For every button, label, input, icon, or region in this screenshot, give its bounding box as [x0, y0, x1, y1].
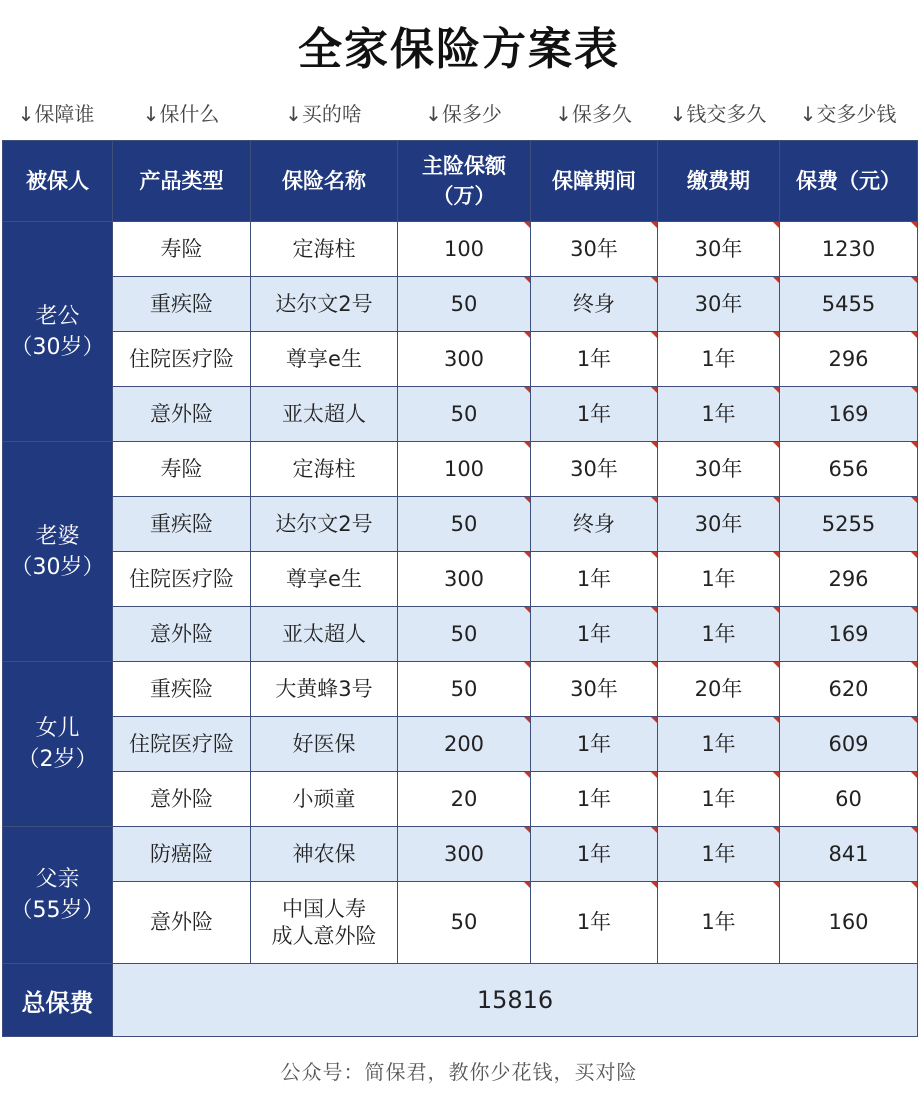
payment-period-cell: [658, 277, 780, 332]
payment-period-text: 1年: [701, 786, 736, 811]
premium-cell: [780, 827, 918, 882]
comment-marker-icon: [911, 387, 917, 393]
coverage-period-text: 1年: [576, 566, 612, 591]
coverage-period-text: 终身: [573, 511, 615, 536]
product-name-text: 神农保: [292, 841, 356, 866]
sum-insured-cell: [398, 442, 531, 497]
coverage-period-text: 30年: [570, 676, 618, 701]
sum-insured-text: 200: [443, 731, 485, 756]
product-type-cell: [113, 552, 251, 607]
product-name-text: 中国人寿 成人意外险: [271, 896, 377, 948]
comment-marker-icon: [651, 882, 657, 888]
premium-cell: [780, 552, 918, 607]
comment-marker-icon: [651, 607, 657, 613]
product-type-text: 重疾险: [150, 291, 213, 316]
premium-cell: [780, 717, 918, 772]
premium-text: 5255: [821, 511, 876, 536]
header-row: [3, 141, 918, 222]
payment-period-cell: [658, 442, 780, 497]
product-name-cell: [251, 222, 398, 277]
coverage-period-text: 30年: [570, 456, 618, 481]
coverage-period-text: 1年: [576, 841, 612, 866]
comment-marker-icon: [524, 717, 530, 723]
comment-marker-icon: [651, 552, 657, 558]
sum-insured-cell: [398, 387, 531, 442]
coverage-period-cell: [531, 717, 658, 772]
header-insured: 被保人: [3, 141, 113, 222]
table-row: [3, 277, 918, 332]
premium-text: 169: [828, 401, 869, 426]
sum-insured-cell: [398, 882, 531, 964]
comment-marker-icon: [651, 387, 657, 393]
product-name-cell: [251, 332, 398, 387]
premium-cell: [780, 882, 918, 964]
comment-marker-icon: [773, 552, 779, 558]
sum-insured-text: 50: [450, 401, 478, 426]
comment-marker-icon: [911, 827, 917, 833]
product-name-text: 尊享e生: [286, 566, 362, 591]
comment-marker-icon: [524, 387, 530, 393]
header-product-type: 产品类型: [113, 141, 251, 222]
sum-insured-cell: [398, 772, 531, 827]
insured-person-cell: 女儿 （2岁）: [3, 662, 113, 827]
premium-text: 609: [828, 731, 869, 756]
insurance-plan-table: [2, 140, 918, 1037]
header-premium: 保费（元）: [780, 141, 918, 222]
payment-period-text: 1年: [701, 910, 736, 934]
coverage-period-cell: [531, 277, 658, 332]
product-name-text: 定海柱: [292, 236, 356, 261]
premium-text: 296: [828, 566, 869, 591]
comment-marker-icon: [773, 882, 779, 888]
product-name-cell: [251, 882, 398, 964]
sum-insured-text: 50: [450, 511, 478, 536]
coverage-period-text: 终身: [573, 291, 615, 316]
payment-period-cell: [658, 552, 780, 607]
payment-period-cell: [658, 332, 780, 387]
hint-what: ↓保什么: [142, 102, 220, 126]
premium-text: 5455: [821, 291, 876, 316]
table-row: [3, 717, 918, 772]
product-name-text: 尊享e生: [286, 346, 362, 371]
sum-insured-text: 50: [450, 676, 478, 701]
payment-period-text: 1年: [701, 621, 736, 646]
sum-insured-text: 100: [443, 456, 485, 481]
hint-product: ↓买的啥: [285, 102, 362, 126]
header-sum-insured: 主险保额 （万）: [398, 141, 531, 222]
column-hints: [0, 96, 918, 132]
product-name-text: 亚太超人: [282, 621, 366, 646]
comment-marker-icon: [524, 277, 530, 283]
product-name-cell: [251, 827, 398, 882]
table-row: [3, 552, 918, 607]
product-type-cell: [113, 387, 251, 442]
coverage-period-cell: [531, 827, 658, 882]
coverage-period-cell: [531, 442, 658, 497]
header-coverage-period: 保障期间: [531, 141, 658, 222]
comment-marker-icon: [651, 827, 657, 833]
product-name-cell: [251, 497, 398, 552]
table-row: [3, 332, 918, 387]
product-type-text: 寿险: [160, 236, 203, 261]
comment-marker-icon: [651, 772, 657, 778]
header-product-name: 保险名称: [251, 141, 398, 222]
comment-marker-icon: [911, 442, 917, 448]
hint-period: ↓保多久: [555, 102, 632, 126]
payment-period-text: 1年: [701, 731, 736, 756]
table-row: [3, 772, 918, 827]
coverage-period-text: 1年: [576, 910, 612, 934]
premium-text: 296: [828, 346, 869, 371]
payment-period-cell: [658, 827, 780, 882]
coverage-period-text: 30年: [570, 236, 618, 261]
premium-cell: [780, 442, 918, 497]
payment-period-text: 1年: [701, 346, 736, 371]
insured-person-cell: 老公 （30岁）: [3, 222, 113, 442]
product-name-cell: [251, 552, 398, 607]
comment-marker-icon: [911, 332, 917, 338]
product-type-text: 意外险: [150, 910, 213, 934]
comment-marker-icon: [773, 442, 779, 448]
product-name-text: 达尔文2号: [275, 291, 373, 316]
hint-pay-period: ↓钱交多久: [669, 102, 767, 126]
table-row: [3, 607, 918, 662]
comment-marker-icon: [911, 772, 917, 778]
product-name-cell: [251, 717, 398, 772]
product-name-text: 亚太超人: [282, 401, 366, 426]
header-payment-period: 缴费期: [658, 141, 780, 222]
footer-note: 公众号：简保君，教你少花钱，买对险: [280, 1060, 638, 1084]
sum-insured-cell: [398, 277, 531, 332]
insured-person-cell: 父亲 （55岁）: [3, 827, 113, 964]
sum-insured-cell: [398, 332, 531, 387]
payment-period-cell: [658, 772, 780, 827]
comment-marker-icon: [524, 827, 530, 833]
comment-marker-icon: [651, 717, 657, 723]
comment-marker-icon: [524, 552, 530, 558]
comment-marker-icon: [911, 552, 917, 558]
table-row: [3, 882, 918, 964]
comment-marker-icon: [773, 607, 779, 613]
product-type-text: 意外险: [150, 401, 213, 426]
comment-marker-icon: [911, 662, 917, 668]
comment-marker-icon: [524, 662, 530, 668]
product-type-cell: [113, 277, 251, 332]
payment-period-text: 1年: [701, 841, 736, 866]
coverage-period-text: 1年: [576, 621, 612, 646]
comment-marker-icon: [524, 222, 530, 228]
sum-insured-text: 50: [450, 910, 478, 934]
payment-period-text: 30年: [694, 456, 743, 481]
sum-insured-cell: [398, 607, 531, 662]
table-row: [3, 497, 918, 552]
premium-text: 841: [828, 841, 869, 866]
product-type-cell: [113, 662, 251, 717]
table-row: [3, 442, 918, 497]
page-title: 全家保险方案表: [298, 24, 620, 75]
product-type-cell: [113, 222, 251, 277]
coverage-period-text: 1年: [576, 346, 612, 371]
product-type-text: 重疾险: [150, 676, 213, 701]
premium-text: 1230: [821, 236, 876, 261]
comment-marker-icon: [651, 222, 657, 228]
product-type-cell: [113, 882, 251, 964]
comment-marker-icon: [911, 222, 917, 228]
coverage-period-cell: [531, 882, 658, 964]
insured-person-cell: 老婆 （30岁）: [3, 442, 113, 662]
payment-period-text: 30年: [694, 236, 743, 261]
product-type-text: 住院医疗险: [129, 346, 234, 371]
comment-marker-icon: [524, 772, 530, 778]
comment-marker-icon: [524, 882, 530, 888]
product-type-cell: [113, 332, 251, 387]
payment-period-cell: [658, 222, 780, 277]
product-type-text: 住院医疗险: [129, 731, 234, 756]
comment-marker-icon: [911, 277, 917, 283]
comment-marker-icon: [651, 277, 657, 283]
sum-insured-cell: [398, 552, 531, 607]
premium-cell: [780, 607, 918, 662]
sum-insured-text: 300: [443, 566, 485, 591]
comment-marker-icon: [773, 222, 779, 228]
product-type-cell: [113, 717, 251, 772]
coverage-period-text: 1年: [576, 786, 612, 811]
payment-period-cell: [658, 387, 780, 442]
premium-text: 160: [828, 910, 869, 934]
comment-marker-icon: [524, 497, 530, 503]
payment-period-cell: [658, 882, 780, 964]
comment-marker-icon: [773, 717, 779, 723]
premium-cell: [780, 497, 918, 552]
premium-text: 656: [828, 456, 869, 481]
payment-period-text: 20年: [694, 676, 743, 701]
comment-marker-icon: [773, 827, 779, 833]
sum-insured-text: 300: [443, 841, 485, 866]
product-type-text: 重疾险: [150, 511, 213, 536]
product-type-text: 住院医疗险: [129, 566, 234, 591]
payment-period-text: 1年: [701, 566, 736, 591]
sum-insured-text: 50: [450, 291, 478, 316]
product-type-cell: [113, 772, 251, 827]
coverage-period-cell: [531, 387, 658, 442]
premium-cell: [780, 277, 918, 332]
comment-marker-icon: [651, 662, 657, 668]
product-type-cell: [113, 607, 251, 662]
product-name-cell: [251, 772, 398, 827]
coverage-period-cell: [531, 332, 658, 387]
product-name-text: 大黄蜂3号: [275, 676, 373, 701]
sum-insured-cell: [398, 827, 531, 882]
product-type-text: 意外险: [150, 621, 213, 646]
comment-marker-icon: [651, 332, 657, 338]
payment-period-text: 1年: [701, 401, 736, 426]
coverage-period-cell: [531, 497, 658, 552]
premium-cell: [780, 772, 918, 827]
sum-insured-cell: [398, 222, 531, 277]
table-row: [3, 662, 918, 717]
product-type-cell: [113, 497, 251, 552]
product-type-cell: [113, 827, 251, 882]
comment-marker-icon: [651, 442, 657, 448]
sum-insured-text: 50: [450, 621, 478, 646]
comment-marker-icon: [524, 442, 530, 448]
product-name-text: 达尔文2号: [275, 511, 373, 536]
product-type-cell: [113, 442, 251, 497]
sum-insured-text: 20: [450, 786, 478, 811]
product-name-text: 小顽童: [292, 786, 356, 811]
payment-period-cell: [658, 607, 780, 662]
coverage-period-cell: [531, 772, 658, 827]
premium-text: 620: [828, 676, 869, 701]
product-type-text: 寿险: [160, 456, 203, 481]
table-row: [3, 827, 918, 882]
payment-period-cell: [658, 662, 780, 717]
comment-marker-icon: [773, 662, 779, 668]
sum-insured-text: 100: [443, 236, 485, 261]
payment-period-cell: [658, 717, 780, 772]
sum-insured-cell: [398, 717, 531, 772]
comment-marker-icon: [524, 607, 530, 613]
comment-marker-icon: [773, 772, 779, 778]
coverage-period-text: 1年: [576, 401, 612, 426]
comment-marker-icon: [911, 497, 917, 503]
sum-insured-cell: [398, 497, 531, 552]
product-name-text: 好医保: [292, 731, 356, 756]
product-type-text: 防癌险: [150, 841, 213, 866]
product-name-cell: [251, 662, 398, 717]
payment-period-cell: [658, 497, 780, 552]
total-value: 15816: [113, 964, 918, 1037]
comment-marker-icon: [911, 882, 917, 888]
premium-cell: [780, 222, 918, 277]
premium-cell: [780, 387, 918, 442]
comment-marker-icon: [773, 277, 779, 283]
coverage-period-cell: [531, 552, 658, 607]
comment-marker-icon: [773, 387, 779, 393]
sum-insured-text: 300: [443, 346, 485, 371]
premium-cell: [780, 662, 918, 717]
coverage-period-text: 1年: [576, 731, 612, 756]
sum-insured-cell: [398, 662, 531, 717]
table-row: [3, 222, 918, 277]
coverage-period-cell: [531, 662, 658, 717]
hint-amount: ↓保多少: [425, 102, 502, 126]
total-label: 总保费: [3, 964, 113, 1037]
hint-premium: ↓交多少钱: [799, 102, 897, 126]
coverage-period-cell: [531, 607, 658, 662]
comment-marker-icon: [911, 717, 917, 723]
product-name-cell: [251, 607, 398, 662]
product-type-text: 意外险: [150, 786, 213, 811]
product-name-cell: [251, 387, 398, 442]
comment-marker-icon: [524, 332, 530, 338]
payment-period-text: 30年: [694, 291, 743, 316]
product-name-cell: [251, 277, 398, 332]
product-name-text: 定海柱: [292, 456, 356, 481]
premium-text: 169: [828, 621, 869, 646]
table-body: [3, 222, 918, 964]
table-row: [3, 387, 918, 442]
comment-marker-icon: [651, 497, 657, 503]
coverage-period-cell: [531, 222, 658, 277]
payment-period-text: 30年: [694, 511, 743, 536]
premium-text: 60: [835, 786, 862, 811]
comment-marker-icon: [773, 497, 779, 503]
comment-marker-icon: [773, 332, 779, 338]
total-row: [3, 964, 918, 1037]
product-name-cell: [251, 442, 398, 497]
premium-cell: [780, 332, 918, 387]
comment-marker-icon: [911, 607, 917, 613]
hint-who: ↓保障谁: [17, 102, 95, 126]
